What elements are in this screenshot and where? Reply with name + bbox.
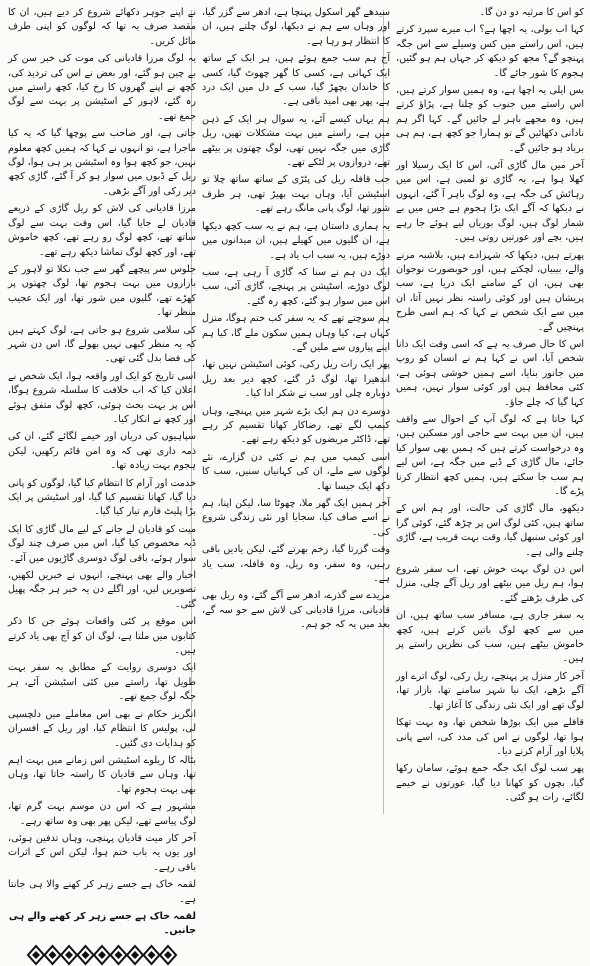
diamond-core: [164, 951, 172, 959]
paragraph: آج ہم سب جمع ہوئے ہیں، ہر ایک کے ساتھ ایک کہانی ہے، کسی کا گھر چھوٹ گیا، کسی کا خاندان بچھڑ گیا، سب کے دل میں ایک درد ہے، پھر بھی امید باقی ہے۔: [202, 53, 390, 108]
paragraph: بس ایلی یہ اچھا ہے، وہ ہمیں سوار کرتے ہیں، اس راستے میں جنوب کو چلنا ہے، پڑاؤ کرتے ہیں، وہ مجھے باہر لے جائیں گے۔ کہا اگر ہم نادانی دکھائیں گے تو ہمارا جو کچھ ہے، ہم ہی برباد ہو جائیں گے۔: [396, 85, 584, 154]
paragraph: مریدے سے گذرے، ادھر سے آگے گئے، وہ ریل بھی قادیانی، مرزا قادیانی کی لاش سے جو سہ گے، بعد میں یہ کہ جو ہم۔: [202, 590, 390, 631]
paragraph: پھر ایک رات ریل رکی، کوئی اسٹیشن نہیں تھا، اندھیرا تھا، لوگ ڈر گئے، کچھ دیر بعد ریل دوبارہ چلی اور سب نے شکر ادا کیا۔: [202, 359, 390, 400]
paragraph: ہم یہاں کیسے آئے، یہ سوال ہر ایک کے ذہن میں ہے، راستے میں بہت مشکلات تھیں، ریل گاڑی میں جگہ نہیں تھی، لوگ چھتوں پر بیٹھے تھے، دروازوں پر لٹکے تھے۔: [202, 113, 390, 169]
paragraph: جب قافلہ ریل کی پٹڑی کے ساتھ ساتھ چلا تو اسٹیشن آیا، وہاں بہت بھیڑ تھی، ہر طرف شور تھا، لوگ پانی مانگ رہے تھے۔: [202, 174, 390, 215]
paragraph: دیکھو، مال گاڑی کی حالت، اور ہم اس کے ساتھ ہیں، کئی لوگ اس پر چڑھ گئے، کوئی گرا اور کوئی سنبھل گیا، وقت بہت قریب ہے، گاڑی چلنے والی ہے۔: [396, 503, 584, 558]
diamond-chain-ornament: [27, 944, 177, 966]
paragraph: کی سلامی شروع ہو جاتی ہے، لوگ کہتے ہیں کہ یہ منظر کبھی نہیں بھولے گا، اس دن شہر کی فضا بدل گئی تھی۔: [8, 324, 196, 365]
paragraph: ہم سوچتے تھے کہ یہ سفر کب ختم ہوگا، منزل کہاں ہے، کیا وہاں ہمیں سکون ملے گا، کیا ہم اپنے پیاروں سے ملیں گے۔: [202, 313, 390, 353]
paragraph: سیدھے گھر اسکول پہنچا ہے، ادھر سے گزر گیا، اور وہاں سے ہم نے دیکھا، لوگ چلتے ہیں، ان کا انتظار ہو رہا ہے۔: [202, 7, 390, 47]
paragraph: کہا جاتا ہے کہ لوگ آپ کے احوال سے واقف ہیں، ان میں بہت سے حاجی اور مسکین ہیں، وہ درخواست کرتے ہیں کہ ہمیں بھی سوار کیا جائے، مال گاڑی کے ڈبے میں جگہ ہے، اس لیے ہم سب جا سکتے ہیں، ہمیں کچھ انتظار کرنا پڑے گا۔: [396, 413, 584, 497]
column-left: [8, 6, 196, 936]
diamond-core: [32, 951, 40, 959]
diamond-core: [131, 951, 139, 959]
paragraph: آخر کار منزل پر پہنچے، ریل رکی، لوگ اترے اور آگے بڑھے، ایک نیا شہر سامنے تھا، بازار تھا، لوگ تھے اور ایک نئی زندگی کا آغاز تھا۔: [396, 670, 584, 711]
paragraph: اس موقع پر کئی واقعات ہوئے جن کا ذکر کتابوں میں ملتا ہے، لوگ ان کو آج بھی یاد کرتے ہیں۔: [8, 616, 196, 657]
paragraph: جاتی ہے، اور صاحب سے پوچھا گیا کہ یہ کیا ماجرا ہے، تو انہوں نے کہا کہ ہمیں کچھ معلوم نہیں، جو کچھ ہوا وہ اسٹیشن پر ہی ہوا، لوگ ریل کے ڈبوں میں سوار ہو کر آ گئے، گاڑی کچھ دیر رکی اور آگے بڑھی۔: [8, 128, 196, 197]
paragraph: لقمہ خاک ہے جسے زہر کر کھنے والا ہی جانتا ہے۔: [8, 879, 196, 905]
paragraph: اس کا حال صرف یہ ہے کہ اسی وقت ایک دانا شخص آیا، اس نے کہا ہم نے انسان کو روپ میں جانور بنایا، اسے ہمیں خوشی ہوئی ہے، کئی محافظ ہیں اور کوئی سوار نہیں، ہمیں کہا گیا کہ چلے جاؤ۔: [396, 338, 584, 408]
paragraph: یہ ہماری داستان ہے، ہم نے یہ سب کچھ دیکھا ہے، ان گلیوں میں کھیلے ہیں، ان میدانوں میں دوڑے ہیں، یہ سب اب یاد ہے۔: [202, 220, 390, 261]
paragraph: جلوس سر پیچھے گھر سے جب نکلا تو لاہور کے بازاروں میں بہت ہجوم تھا، لوگ چھتوں پر کھڑے تھے، گلیوں میں شور تھا، اور ایک عجیب منظر تھا۔: [8, 263, 196, 319]
paragraph: اخبار والے بھی پہنچے، انہوں نے خبریں لکھیں، تصویریں لیں، اور اگلے دن یہ خبر ہر جگہ پھیل گئی۔: [8, 570, 196, 610]
paragraph: آخر کار میت قادیان پہنچی، وہاں تدفین ہوئی، اور یوں یہ باب ختم ہوا، لیکن اس کے اثرات باقی رہے۔: [8, 832, 196, 873]
paragraph: میت کو قادیان لے جانے کے لیے مال گاڑی کا ایک ڈبہ مخصوص کیا گیا، اس میں صرف چند لوگ سوار ہوئے، باقی لوگ دوسری گاڑیوں میں آئے۔: [8, 523, 196, 564]
paragraph: ایک دن ہم نے سنا کہ گاڑی آ رہی ہے، سب لوگ دوڑے، اسٹیشن پر پہنچے، گاڑی آئی، سب اس میں سوار ہو گئے، کچھ رہ گئے۔: [202, 266, 390, 307]
paragraph: پھر سب لوگ ایک جگہ جمع ہوئے، سامان رکھا گیا، بچوں کو کھانا دیا گیا، عورتوں نے خیمے لگائے، رات ہو گئی۔: [396, 763, 584, 804]
paragraph: خدمت اور آرام کا انتظام کیا گیا، لوگوں کو پانی دیا گیا، کھانا تقسیم کیا گیا، اور اسٹیشن پر ایک بڑا پلیٹ فارم تیار کیا گیا۔: [8, 477, 196, 518]
column-middle: [202, 6, 390, 816]
diamond-core: [98, 951, 106, 959]
paragraph: انگریز حکام نے بھی اس معاملے میں دلچسپی لی، پولیس کا انتظام کیا، اور ریل کے افسران کو ہدایات دی گئیں۔: [8, 708, 196, 749]
paragraph: آخر میں مال گاڑی آئی، اس کا ایک رسیلا اور کھلا ہوا ہے، یہ گاڑی تو لمبی ہے، اس میں رہائش کی جگہ ہے، وہ لوگ باہر آ گئے، انہوں نے دیکھا کہ آگے ایک بڑا ہجوم ہے جس میں بے شمار لوگ ہیں، لوگ بوریاں لیے ہوئے جا رہے ہیں، بچے اور عورتیں روتی ہیں۔: [396, 160, 584, 244]
paragraph: آخر ہمیں ایک گھر ملا، چھوٹا سا، لیکن اپنا، ہم نے اسے صاف کیا، سجایا اور نئی زندگی شروع کی۔: [202, 498, 390, 538]
paragraph: دوسرے دن ہم ایک بڑے شہر میں پہنچے، وہاں کیمپ لگے تھے، رضاکار کھانا تقسیم کر رہے تھے، ڈاکٹر مریضوں کو دیکھ رہے تھے۔: [202, 405, 390, 446]
paragraph: پھرتے ہیں، دیکھا کہ شہزادے ہیں، بلاشبہ مرنے والے، بیبیاں، لچکتے ہیں، اور خوبصورت نوجوان بھی ہیں، ان کے سامنے ایک دریا ہے، سب پریشان ہیں اور کوئی راستہ نظر نہیں آتا، ان میں سے ایک شخص نے کہا کہ ہم اسی طرح پہنچیں گے۔: [396, 249, 584, 333]
diamond-core: [65, 951, 73, 959]
diamond-core: [49, 951, 57, 959]
paragraph: اسی تاریخ کو ایک اور واقعہ ہوا، ایک شخص نے اعلان کیا کہ اب خلافت کا سلسلہ شروع ہوگا، اس پر بہت بحث ہوئی، کچھ لوگ متفق ہوئے اور کچھ نے انکار کیا۔: [8, 370, 196, 425]
text-columns: [6, 6, 584, 936]
paragraph: اس دن لوگ بہت خوش تھے، اب سفر شروع ہوا، ہم ریل میں بیٹھے اور ریل آگے چلی، منزل کی طرف بڑھتے گئے۔: [396, 564, 584, 604]
paragraph: مرزا قادیانی کی لاش کو ریل گاڑی کے ذریعے قادیان لے جایا گیا، اس وقت بہت سے لوگ ساتھ تھے، کچھ لوگ رو رہے تھے، کچھ خاموش تھے، اور کچھ لوگ تماشا دیکھ رہے تھے۔: [8, 203, 196, 258]
paragraph: یہ لوگ مرزا قادیانی کی موت کی خبر سن کر بے چین ہو گئے، اور بعض نے اس کی تردید کی، کچھ نے اپنے گھروں کا رخ کیا، کچھ راستے میں رہ گئے، لاہور کے اسٹیشن پر بہت سے لوگ جمع تھے۔: [8, 53, 196, 122]
paragraph: بٹالہ کا ریلوے اسٹیشن اس زمانے میں بہت اہم تھا، وہاں سے قادیان کا راستہ جاتا تھا، وہاں بھی بہت ہجوم تھا۔: [8, 754, 196, 795]
diamond-core: [115, 951, 123, 959]
paragraph: یہ سفر جاری ہے، مسافر سب ساتھ ہیں، ان میں سے کچھ لوگ باتیں کرتے ہیں، کچھ خاموش بیٹھے ہیں، سب کی نظریں راستے پر ہیں۔: [396, 610, 584, 665]
paragraph: اسی کیمپ میں ہم نے کئی دن گزارے، نئے لوگوں سے ملے، ان کی کہانیاں سنیں، سب کا دکھ ایک جیسا تھا۔: [202, 451, 390, 492]
diamond-core: [82, 951, 90, 959]
column-right: [396, 6, 584, 816]
paragraph: مشہور ہے کہ اس دن موسم بہت گرم تھا، لوگ پیاسے تھے، لیکن پھر بھی وہ ساتھ رہے۔: [8, 801, 196, 827]
paragraph: وقت گزرتا گیا، زخم بھرتے گئے، لیکن یادیں باقی رہیں، وہ سفر، وہ ریل، وہ قافلہ، سب یاد ہے۔: [202, 544, 390, 585]
diamond-core: [148, 951, 156, 959]
paragraph: ایک دوسری روایت کے مطابق یہ سفر بہت طویل تھا، راستے میں کئی اسٹیشن آئے، ہر جگہ لوگ جمع تھے۔: [8, 662, 196, 703]
closing-line: لقمہ خاک ہے جسے زہر کر کھنے والے ہی جانیں۔: [8, 910, 196, 936]
paragraph: کہا اب بولی، یہ اچھا ہے؟ اب میرے سپرد کرتے ہیں، اس راستے میں کس وسیلے سے اس جگہ پہنچو گے؟ مجھ کو دیکھ کر جہاں ہم ہو گئیں، ہجوم کا شور جائے گا۔: [396, 24, 584, 79]
paragraph: کو اس کا مرثیہ دو دن گا۔: [479, 7, 584, 18]
paragraph: قافلے میں ایک بوڑھا شخص تھا، وہ بہت تھکا ہوا تھا، لوگوں نے اس کی مدد کی، اسے پانی پلایا اور آرام کرنے دیا۔: [396, 717, 584, 757]
paragraph: نے اپنے جوہر دکھائے شروع کر دیے ہیں، ان کا مقصد صرف یہ تھا کہ لوگوں کو اپنی طرف مائل کریں۔: [8, 7, 196, 47]
paragraph: سپاہیوں کی دریاں اور خیمے لگائے گئے، ان کی ذمہ داری تھی کہ وہ امن قائم رکھیں، لیکن ہجوم بہت زیادہ تھا۔: [8, 431, 196, 472]
